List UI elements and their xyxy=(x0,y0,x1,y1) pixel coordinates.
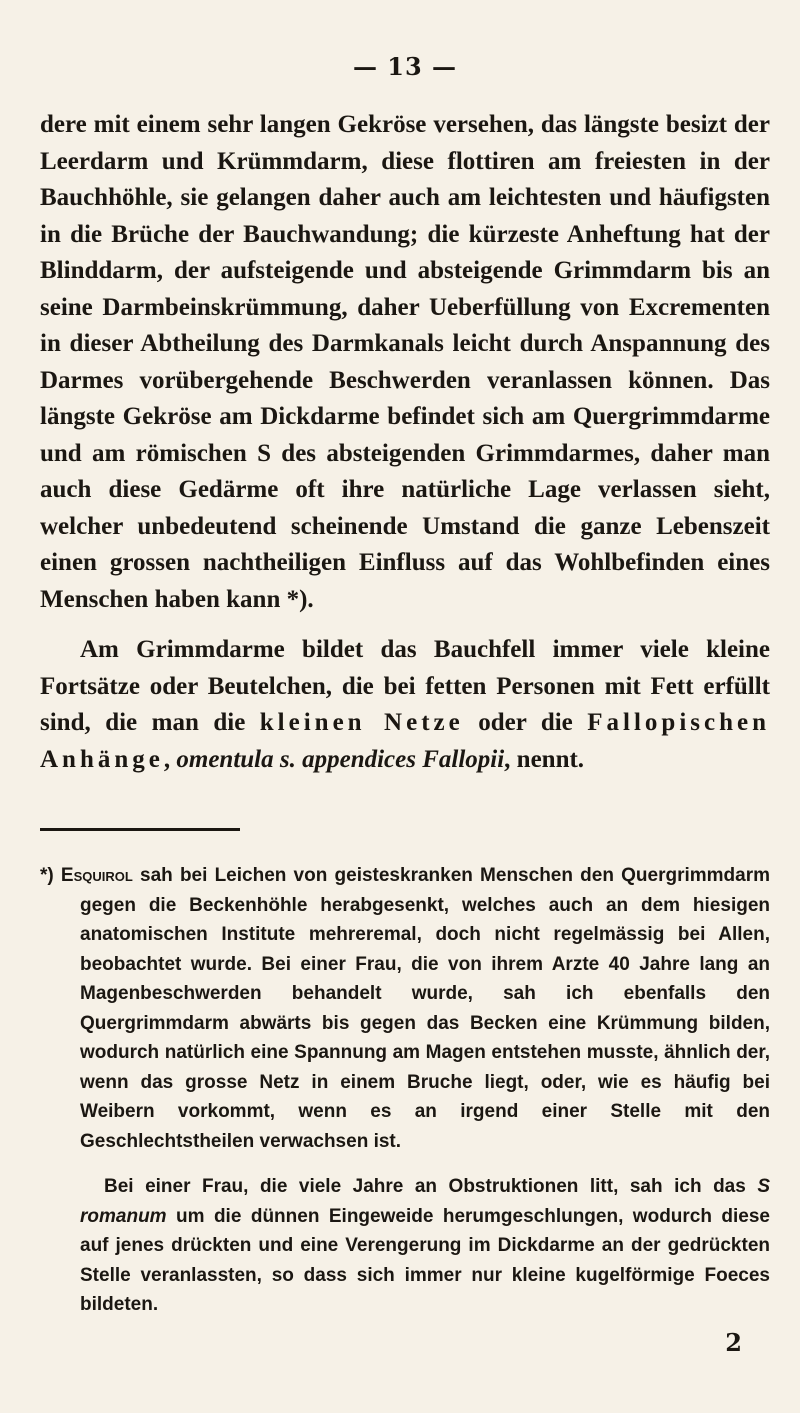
paragraph-2-text-d: , nennt. xyxy=(504,745,585,773)
paragraph-2-text-b: oder die xyxy=(463,709,588,736)
paragraph-1: dere mit einem sehr langen Gekröse versehen, das längste besizt der Leerdarm und Krümmdarm, diese flottiren am freiesten in der Bauchhöhle, sie gelangen daher auch am leichtesten und häufigsten in die Brüche der Bauchwandung; die kürzeste Anheftung hat der Blinddarm, der aufsteigende und absteigende Grimmdarm bis an seine Darmbeinskrümmung, daher Ueberfüllung von Excrementen in dieser Abtheilung des Darmkanals leicht durch Anspannung des Darmes vorübergehende Beschwerden veranlassen können. Das längste Gekröse am Dickdarme befindet sich am Quergrimmdarme und am römischen S des absteigenden Grimmdarmes, daher man auch diese Gedärme oft ihre natürliche Lage verlassen sieht, welcher unbedeutend scheinende Umstand die ganze Lebenszeit einen grossen nachtheiligen Einfluss auf das Wohlbefinden eines Menschen haben kann *). xyxy=(40,111,770,613)
page-number: — 13 — xyxy=(352,52,458,81)
main-text xyxy=(40,107,770,778)
footnote-text-2b: um die dünnen Eingeweide herumgeschlungen, wodurch diese auf jenes drückten und eine Verengerung im Dickdarme an der gedrückten Stelle veranlassten, so dass sich immer nur kleine kugelförmige Foeces bildeten. xyxy=(80,1205,770,1315)
footnote xyxy=(40,861,770,1320)
paragraph-2 xyxy=(40,632,770,778)
footnote-author: Esquirol xyxy=(60,865,133,886)
footnote-latin-term: S romanum xyxy=(80,1176,770,1227)
paragraph-2-text-c: , xyxy=(163,745,177,773)
footnote-text-2a: Bei einer Frau, die viele Jahre an Obstruktionen litt, sah ich das xyxy=(104,1176,758,1197)
footnote-paragraph-2 xyxy=(40,1172,770,1320)
term-kleinen-netze: kleinen Netze xyxy=(259,709,464,736)
footnote-text-1: sah bei Leichen von geisteskranken Menschen den Quergrimmdarm gegen die Beckenhöhle herabgesenkt, welches auch an dem hiesigen anatomischen Institute mehreremal, doch nicht regelmässig bei Allen, beobachtet wurde. Bei einer Frau, die von ihrem Arzte 40 Jahre lang an Magenbeschwerden behandelt wurde, sah ich ebenfalls den Quergrimmdarm abwärts bis gegen das Becken eine Krümmung bilden, wodurch natürlich eine Spannung am Magen entstehen musste, ähnlich der, wenn das grosse Netz in einem Bruche liegt, oder, wie es häufig bei Weibern vorkommt, wenn es an irgend einer Stelle mit den Geschlechtstheilen verwachsen ist. xyxy=(80,865,770,1152)
footnote-divider xyxy=(40,828,240,831)
term-fallopischen-anhaenge: Fallopischen Anhänge xyxy=(40,709,771,773)
footnote-paragraph-1 xyxy=(40,861,770,1156)
book-page xyxy=(40,0,770,1413)
latin-term: omentula s. appendices Fallopii xyxy=(176,745,505,773)
paragraph-2-text-a: Am Grimmdarme bildet das Bauchfell immer viele kleine Fortsätze oder Beutelchen, die bei fetten Personen mit Fett erfüllt sind, die man die xyxy=(40,636,770,736)
footnote-marker: *) xyxy=(40,865,54,886)
signature-mark: 2 xyxy=(725,1328,742,1357)
